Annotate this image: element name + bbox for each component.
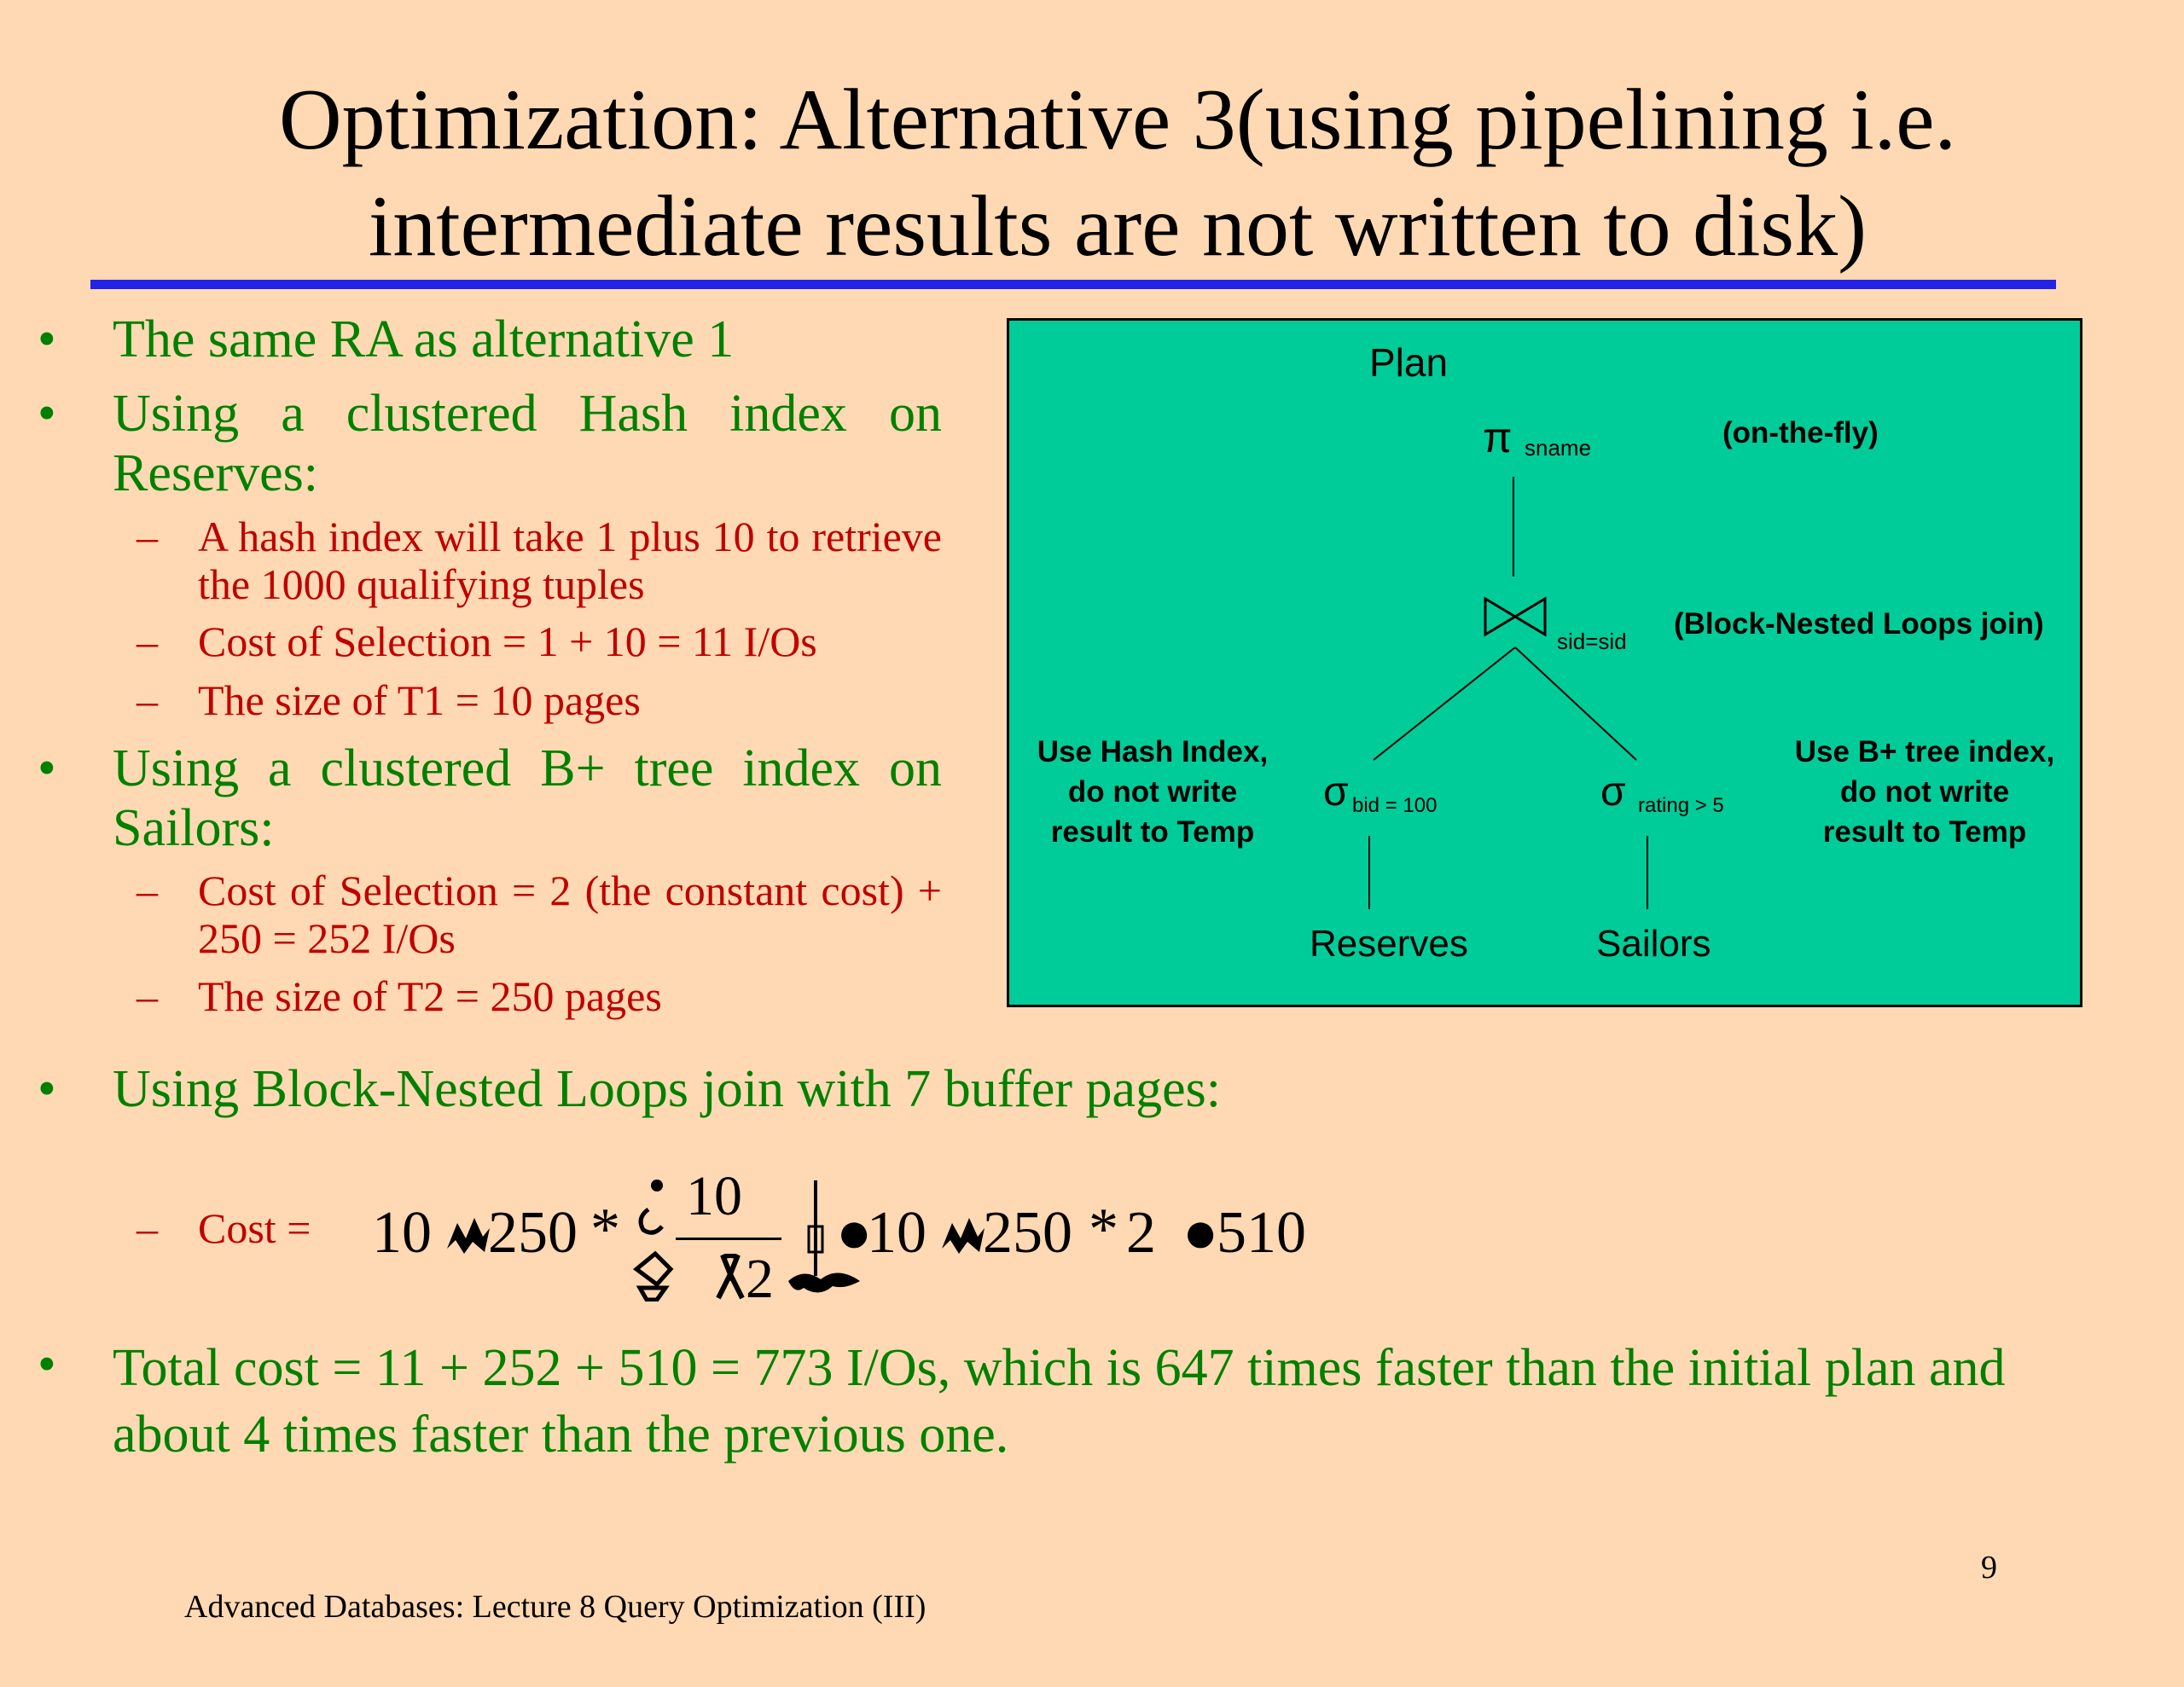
leaf-sailors: Sailors [1596, 923, 1711, 965]
join-note: (Block-Nested Loops join) [1674, 607, 2044, 641]
dash-marker: – [136, 513, 158, 560]
plan-tree-lines [1009, 321, 2085, 1010]
bullet-marker: • [38, 1336, 56, 1394]
bullet-btree-index: Using a clustered B+ tree index on Sailors: [113, 739, 942, 857]
formula-dot-2: ● [1182, 1200, 1219, 1266]
title-line-2: intermediate results are not written to disk) [368, 178, 1867, 275]
plan-title: Plan [1369, 340, 1449, 385]
title-line-1: Optimization: Alternative 3(using pipelining i.e. [279, 72, 1956, 168]
sigma-right-symbol: σ [1600, 769, 1626, 815]
bullet-marker: • [38, 1060, 56, 1118]
bullet-same-ra: The same RA as alternative 1 [113, 310, 735, 368]
pi-symbol: π [1483, 414, 1513, 461]
formula-glitch-glyph-2 [938, 1211, 986, 1257]
left-annotation-line: result to Temp [1050, 815, 1255, 849]
dash-marker: – [136, 972, 158, 1020]
bullet-total-cost: Total cost = 11 + 252 + 510 = 773 I/Os, which is 647 times faster than the initial plan and about 4 times faster than the previous one. [113, 1339, 2006, 1464]
sigma-right-subscript: rating > 5 [1638, 794, 1724, 817]
join-subscript: sid=sid [1557, 629, 1627, 654]
sub-hash-retrieve: A hash index will take 1 plus 10 to retrieve the 1000 qualifying tuples [198, 513, 942, 608]
bullet-marker: • [38, 310, 56, 368]
formula-term-c: 10 [867, 1200, 926, 1266]
join-bowtie-icon [1485, 599, 1545, 635]
cost-label: Cost = [198, 1204, 311, 1252]
left-annotation-line: Use Hash Index, [1037, 735, 1269, 768]
pi-note: (on-the-fly) [1722, 416, 1879, 449]
slide-footer: Advanced Databases: Lecture 8 Query Optimization (III) [184, 1589, 926, 1625]
sigma-left-subscript: bid = 100 [1352, 794, 1438, 817]
formula-left-bracket-glyph [631, 1175, 674, 1301]
formula-star-2: * [1089, 1197, 1118, 1262]
dash-marker: – [136, 676, 158, 724]
dash-marker: – [136, 867, 158, 914]
sub-hash-cost: Cost of Selection = 1 + 10 = 11 I/Os [198, 617, 817, 665]
formula-dot-1: ● [836, 1200, 873, 1266]
formula-frac-den: 2 [746, 1248, 774, 1310]
edge-join-left [1374, 647, 1515, 760]
bullet-hash-index: Using a clustered Hash index on Reserves: [113, 385, 942, 502]
left-annotation-line: do not write [1067, 775, 1238, 809]
bullet-marker: • [38, 739, 56, 797]
dash-marker: – [136, 617, 158, 665]
formula-term-b: 250 [488, 1200, 578, 1266]
formula-term-e: 2 [1126, 1200, 1156, 1266]
edge-join-right [1515, 647, 1636, 760]
sub-btree-cost: Cost of Selection = 2 (the constant cost) + 250 = 252 I/Os [198, 867, 942, 962]
sub-t2-size: The size of T2 = 250 pages [198, 972, 662, 1020]
bullet-bnl-join: Using Block-Nested Loops join with 7 buffer pages: [113, 1060, 1221, 1118]
formula-ribbon-glyph [713, 1254, 749, 1301]
sub-t1-size: The size of T1 = 10 pages [198, 676, 641, 724]
title-rule [90, 280, 2056, 289]
formula-star: * [590, 1197, 620, 1262]
left-annotation [1025, 732, 1281, 852]
formula-result: 510 [1217, 1200, 1306, 1266]
right-annotation-line: result to Temp [1822, 815, 2027, 849]
page-number: 9 [1981, 1550, 1997, 1586]
plan-diagram [1007, 318, 2082, 1007]
formula-term-a: 10 [372, 1200, 432, 1266]
leaf-reserves: Reserves [1310, 923, 1468, 965]
bullet-marker: • [38, 385, 56, 443]
dash-marker: – [136, 1204, 158, 1252]
slide-title [136, 67, 2099, 280]
formula-term-d: 250 [983, 1200, 1072, 1266]
right-annotation [1784, 732, 2065, 852]
right-annotation-line: do not write [1839, 775, 2010, 809]
formula-glitch-glyph [444, 1211, 491, 1257]
formula-frac-num: 10 [686, 1165, 742, 1227]
pi-subscript: sname [1525, 435, 1592, 461]
right-annotation-line: Use B+ tree index, [1794, 735, 2055, 768]
formula-fraction-bar [676, 1238, 781, 1240]
sigma-left-symbol: σ [1323, 769, 1349, 815]
